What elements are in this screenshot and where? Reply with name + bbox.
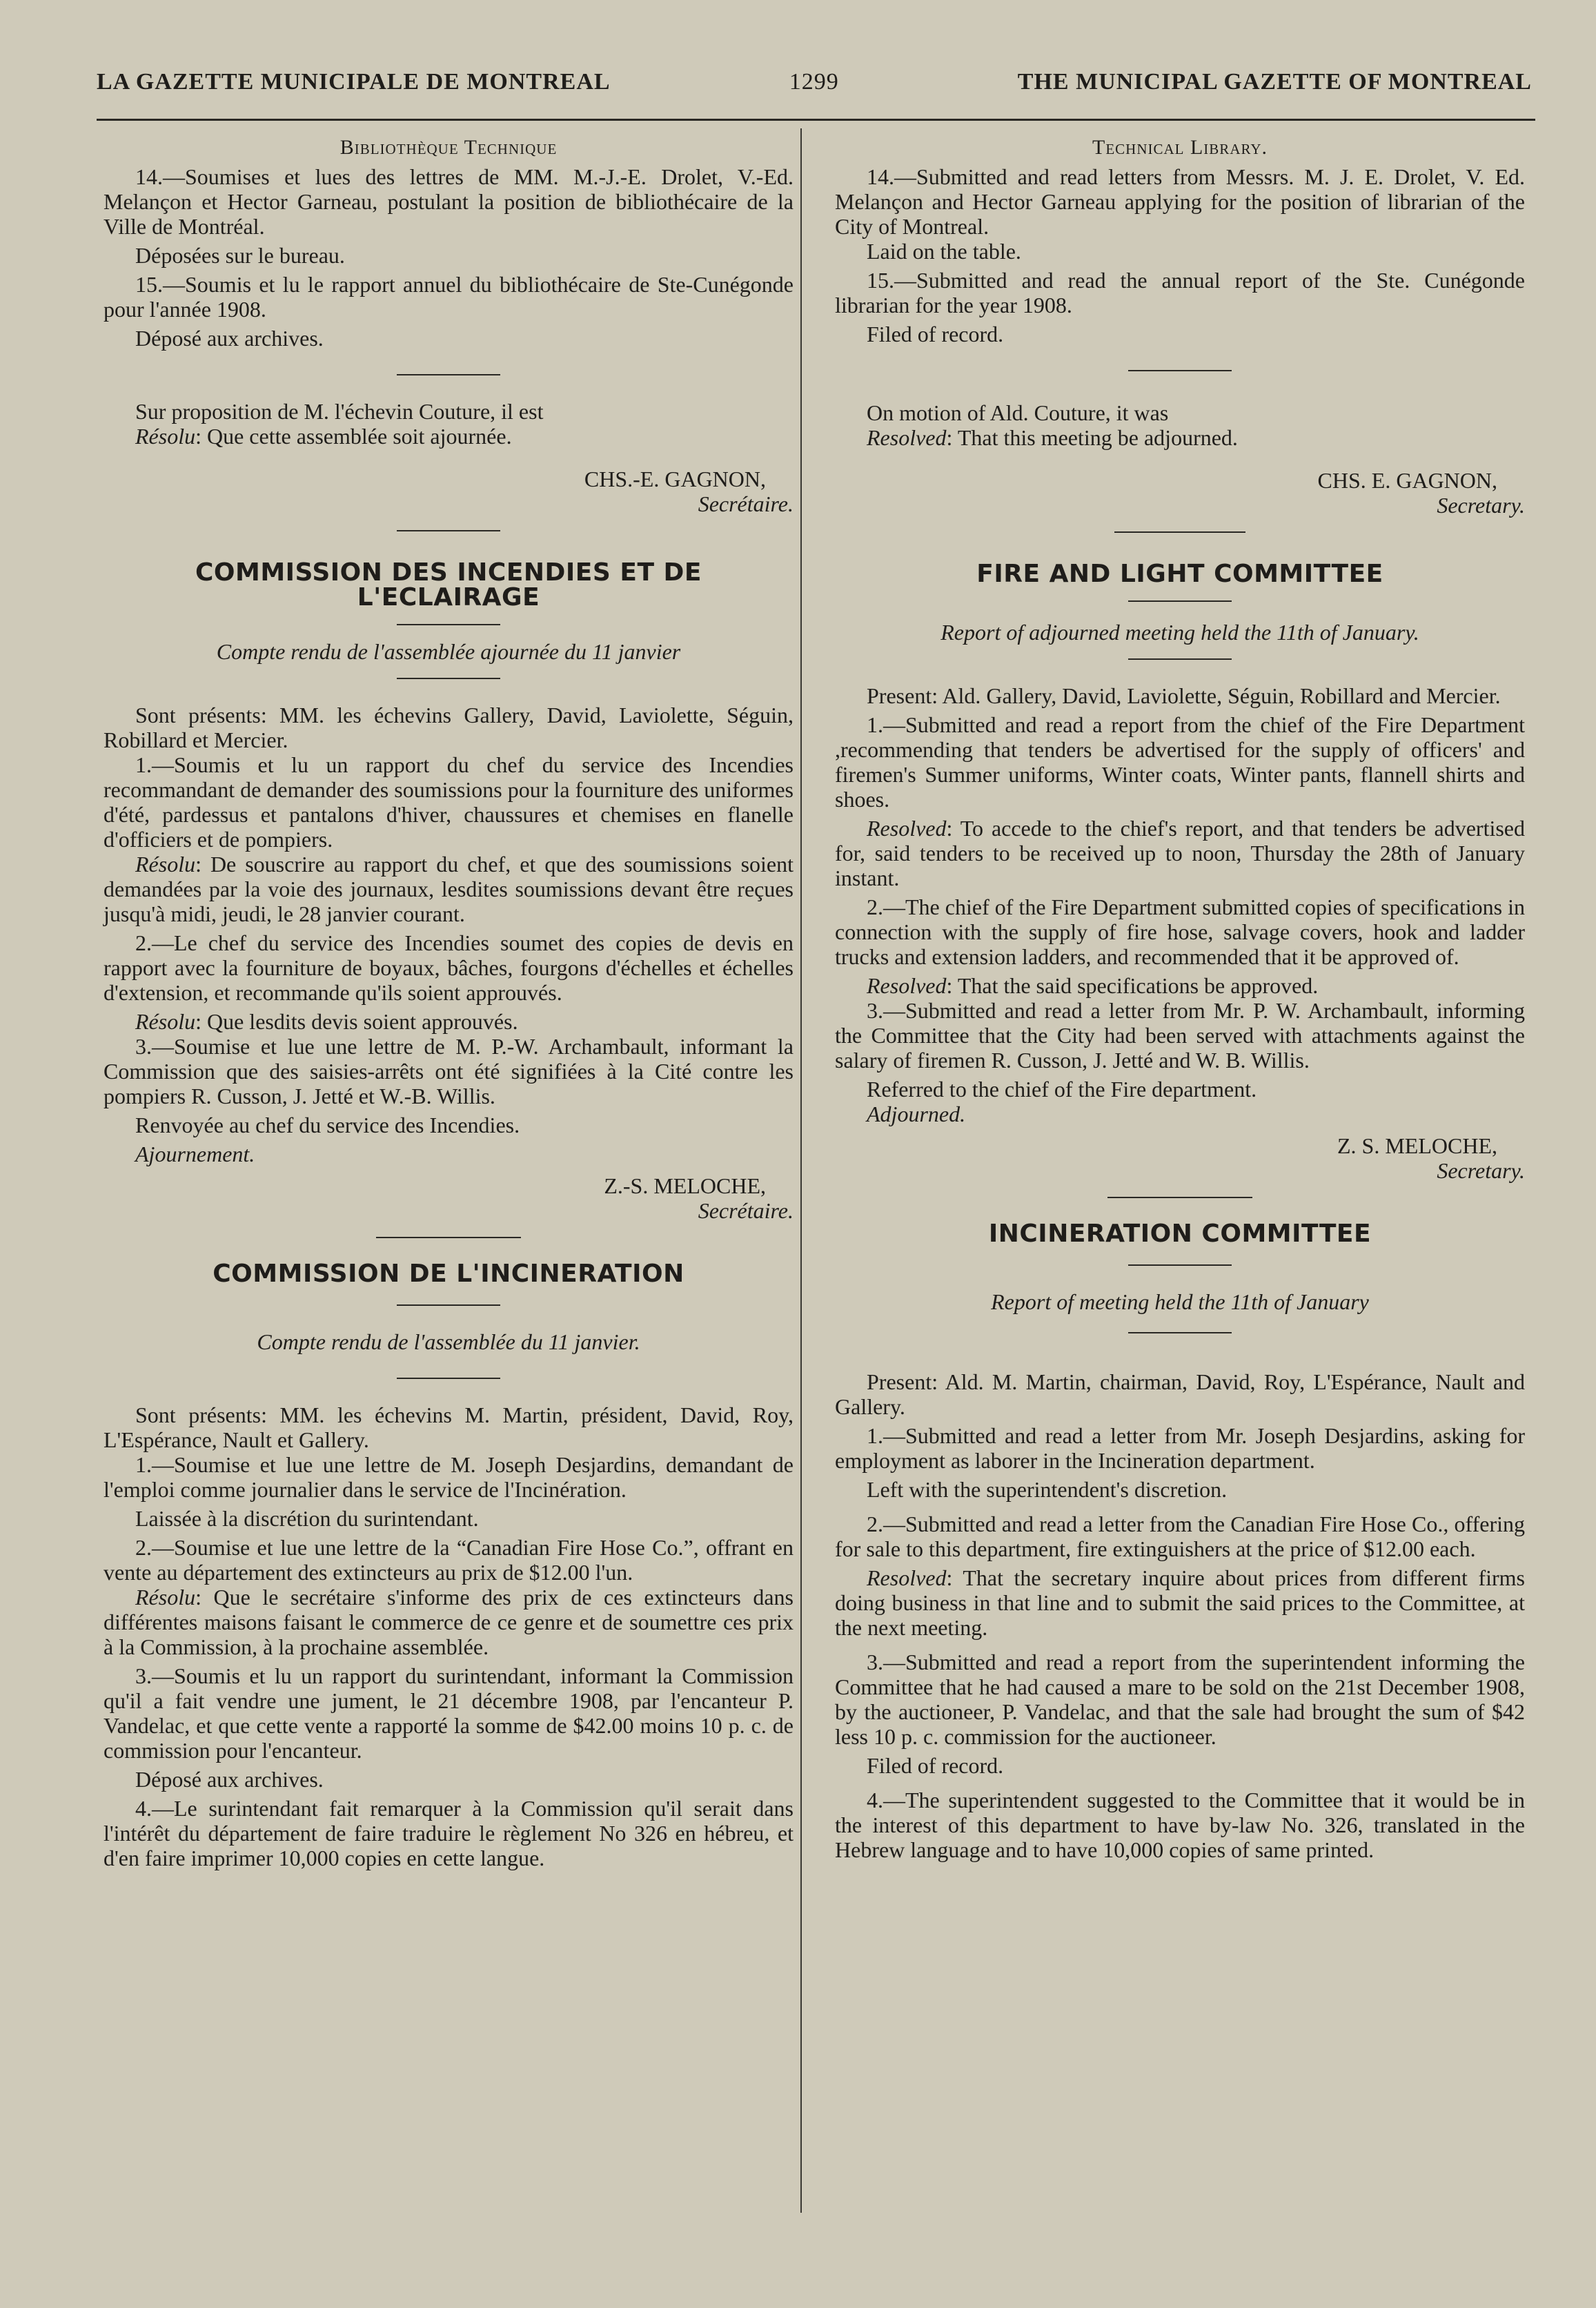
fire-adjournment: Adjourned. bbox=[867, 1102, 966, 1126]
fire-item-3-action: Referred to the chief of the Fire department. bbox=[867, 1077, 1257, 1102]
header-rule bbox=[97, 119, 1535, 121]
french-column bbox=[104, 135, 794, 1870]
resolution bbox=[835, 425, 1525, 450]
item-14-action: Déposées sur le bureau. bbox=[135, 243, 345, 268]
library-heading: Bibliothèque Technique bbox=[339, 136, 558, 159]
signature-name: CHS.-E. GAGNON, bbox=[584, 467, 766, 491]
item-14: 14.—Soumises et lues des lettres de MM. M.-J.-E. Drolet, V.-Ed. Melançon et Hector Garneau, postulant la position de bibliothécaire de la Ville de Montréal. bbox=[104, 164, 794, 239]
fire-item-2-resolution: Resolved: That the said specifications be approved. bbox=[867, 973, 1319, 998]
fire-item-2: 2.—The chief of the Fire Department submitted copies of specifications in connection with the supply of fire hose, salvage covers, hook and ladder trucks and extension ladders, and recommended that it be approved of. bbox=[835, 894, 1525, 969]
incineration-item-4: 4.—The superintendent suggested to the Committee that it would be in the interest of this department to have by-law No. 326, translated in the Hebrew language and to have 10,000 copies of same printed. bbox=[835, 1788, 1525, 1862]
incineration-item-1-action: Left with the superintendent's discretion. bbox=[867, 1477, 1228, 1502]
header-left-title: LA GAZETTE MUNICIPALE DE MONTREAL bbox=[97, 69, 611, 95]
incineration-item-1-action: Laissée à la discrétion du surintendant. bbox=[135, 1506, 479, 1531]
item-15: 15.—Soumis et lu le rapport annuel du bibliothécaire de Ste-Cunégonde pour l'année 1908. bbox=[104, 272, 794, 322]
header-right-title: THE MUNICIPAL GAZETTE OF MONTREAL bbox=[1017, 69, 1532, 95]
incineration-subheading: Report of meeting held the 11th of January bbox=[991, 1289, 1369, 1314]
incineration-item-2-resolution: Resolved: That the secretary inquire about prices from different firms doing business in that line and to submit the said prices to the Committee, at the next meeting. bbox=[835, 1565, 1525, 1640]
incineration-item-2-resolution: Résolu: Que le secrétaire s'informe des prix de ces extincteurs dans différentes maisons faisant le commerce de ce genre et de soumettre ces prix à la Commission, à la prochaine assemblée. bbox=[104, 1585, 794, 1659]
resolved-label: Résolu bbox=[135, 424, 196, 449]
fire-item-1: 1.—Soumis et lu un rapport du chef du service des Incendies recommandant de demander des soumissions pour la fourniture des uniformes d'été, pardessus et pantalons d'hiver, chaussures et chemises en flanelle d'officiers et de pompiers. bbox=[104, 752, 794, 852]
fire-present: Present: Ald. Gallery, David, Laviolette, Séguin, Robillard and Mercier. bbox=[867, 683, 1501, 708]
item-14: 14.—Submitted and read letters from Messrs. M. J. E. Drolet, V. Ed. Melançon and Hector Garneau applying for the position of librarian of the City of Montreal. bbox=[835, 164, 1525, 239]
incineration-item-3: 3.—Soumis et lu un rapport du surintendant, informant la Commission qu'il a fait vendre une jument, le 21 décembre 1908, par l'encanteur P. Vandelac, et que cette vente a rapporté la somme de $42.00 moins 10 p. c. de commission pour l'encanteur. bbox=[104, 1663, 794, 1763]
incineration-heading: COMMISSION DE L'INCINERATION bbox=[213, 1260, 684, 1288]
fire-item-2-resolution: Résolu: Que lesdits devis soient approuvés. bbox=[135, 1009, 518, 1034]
signature-title: Secretary. bbox=[1437, 493, 1525, 518]
fire-item-1-resolution: Résolu: De souscrire au rapport du chef, et que des soumissions soient demandées par la voie des journaux, lesdites soumissions devant être reçues jusqu'à midi, jeudi, le 28 janvier courant. bbox=[104, 852, 794, 926]
incineration-item-3: 3.—Submitted and read a report from the superintendent informing the Committee that he had caused a mare to be sold on the 21st December 1908, by the auctioneer, P. Vandelac, and that the sale had brought the sum of $42 less 10 p. c. commission for the auctioneer. bbox=[835, 1650, 1525, 1749]
incineration-item-1: 1.—Soumise et lue une lettre de M. Joseph Desjardins, demandant de l'emploi comme journalier dans le service de l'Incinération. bbox=[104, 1452, 794, 1502]
signature-name: Z. S. MELOCHE, bbox=[1337, 1133, 1497, 1158]
fire-present: Sont présents: MM. les échevins Gallery, David, Laviolette, Séguin, Robillard et Mercier. bbox=[104, 703, 794, 752]
signature-name: CHS. E. GAGNON, bbox=[1317, 468, 1497, 493]
fire-adjournment: Ajournement. bbox=[135, 1142, 255, 1166]
incineration-item-2: 2.—Submitted and read a letter from the Canadian Fire Hose Co., offering for sale to this department, fire extinguishers at the price of $12.00 each. bbox=[835, 1512, 1525, 1561]
incineration-item-3-action: Déposé aux archives. bbox=[135, 1767, 324, 1792]
fire-item-3: 3.—Submitted and read a letter from Mr. P. W. Archambault, informing the Committee that the City had been served with attachments against the salary of firemen R. Cusson, J. Jetté and W. B. Willis. bbox=[835, 998, 1525, 1073]
fire-item-3-action: Renvoyée au chef du service des Incendies. bbox=[135, 1113, 520, 1137]
fire-committee-subheading: Compte rendu de l'assemblée ajournée du 11 janvier bbox=[216, 639, 681, 664]
library-heading: Technical Library. bbox=[1092, 136, 1268, 159]
incineration-item-3-action: Filed of record. bbox=[867, 1753, 1004, 1778]
incineration-heading: INCINERATION COMMITTEE bbox=[988, 1220, 1372, 1248]
fire-committee-subheading: Report of adjourned meeting held the 11th of January. bbox=[940, 620, 1419, 645]
item-15-action: Filed of record. bbox=[867, 322, 1004, 346]
signature-title: Secrétaire. bbox=[698, 491, 794, 516]
fire-item-3: 3.—Soumise et lue une lettre de M. P.-W. Archambault, informant la Commission que des saisies-arrêts ont été signifiées à la Cité contre les pompiers R. Cusson, J. Jetté et W.-B. Willis. bbox=[104, 1034, 794, 1108]
incineration-present: Present: Ald. M. Martin, chairman, David, Roy, L'Espérance, Nault and Gallery. bbox=[835, 1369, 1525, 1419]
fire-item-2: 2.—Le chef du service des Incendies soumet des copies de devis en rapport avec la fourniture de boyaux, bâches, fourgons d'échelles et échelles d'extension, et recommande qu'ils soient approuvés. bbox=[104, 930, 794, 1005]
fire-committee-heading: FIRE AND LIGHT COMMITTEE bbox=[976, 560, 1383, 588]
resolution bbox=[104, 424, 794, 449]
english-column bbox=[835, 135, 1525, 1862]
column-divider bbox=[800, 128, 802, 2213]
incineration-subheading: Compte rendu de l'assemblée du 11 janvier. bbox=[257, 1329, 640, 1354]
incineration-item-4: 4.—Le surintendant fait remarquer à la Commission qu'il serait dans l'intérêt du département de faire traduire le règlement No 326 en hébreu, et d'en faire imprimer 10,000 copies en cette langue. bbox=[104, 1796, 794, 1870]
signature-title: Secretary. bbox=[1437, 1158, 1525, 1183]
resolved-text: : Que cette assemblée soit ajournée. bbox=[195, 424, 512, 449]
signature-name: Z.-S. MELOCHE, bbox=[604, 1173, 766, 1198]
incineration-present: Sont présents: MM. les échevins M. Martin, président, David, Roy, L'Espérance, Nault et Gallery. bbox=[104, 1402, 794, 1452]
resolved-label: Resolved bbox=[867, 425, 947, 450]
item-14-action: Laid on the table. bbox=[867, 239, 1021, 264]
motion-text: On motion of Ald. Couture, it was bbox=[867, 400, 1169, 425]
resolved-text: : That this meeting be adjourned. bbox=[946, 425, 1238, 450]
motion-text: Sur proposition de M. l'échevin Couture, il est bbox=[135, 399, 544, 424]
fire-item-1-resolution: Resolved: To accede to the chief's report, and that tenders be advertised for, said tenders to be received up to noon, Thursday the 28th of January instant. bbox=[835, 816, 1525, 890]
page-header bbox=[97, 69, 1532, 110]
fire-committee-heading: COMMISSION DES INCENDIES ET DE L'ECLAIRAGE bbox=[195, 558, 702, 612]
fire-item-1: 1.—Submitted and read a report from the chief of the Fire Department ,recommending that tenders be advertised for the supply of officers' and firemen's Summer uniforms, Winter coats, Winter pants, flannell shirts and shoes. bbox=[835, 712, 1525, 812]
incineration-item-2: 2.—Soumise et lue une lettre de la “Canadian Fire Hose Co.”, offrant en vente au département des extincteurs au prix de $12.00 l'un. bbox=[104, 1535, 794, 1585]
incineration-item-1: 1.—Submitted and read a letter from Mr. Joseph Desjardins, asking for employment as laborer in the Incineration department. bbox=[835, 1423, 1525, 1473]
item-15: 15.—Submitted and read the annual report of the Ste. Cunégonde librarian for the year 1908. bbox=[835, 268, 1525, 317]
item-15-action: Déposé aux archives. bbox=[135, 326, 324, 351]
page-number: 1299 bbox=[789, 69, 839, 95]
signature-title: Secrétaire. bbox=[698, 1198, 794, 1223]
